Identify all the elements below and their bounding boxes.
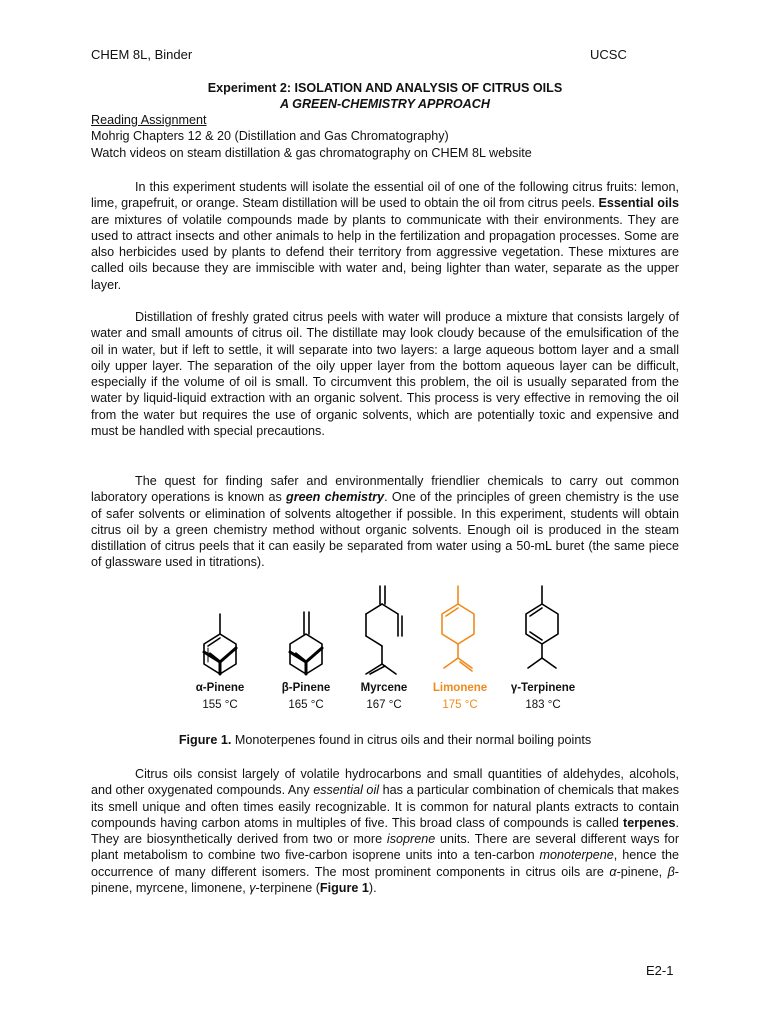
- molecule-bp-gamma-terpinene: 183 °C: [525, 699, 561, 711]
- header-university: UCSC: [590, 47, 627, 62]
- p3-green-chemistry: green chemistry: [286, 490, 385, 505]
- p4-essential-oil: essential oil: [313, 783, 380, 798]
- molecule-bp-myrcene: 167 °C: [366, 699, 402, 711]
- molecule-name-myrcene: Myrcene: [360, 682, 408, 694]
- p2-text: Distillation of freshly grated citrus peels with water will produce a mixture that consists largely of water and small amounts of citrus oil. The distillate may look cloudy because of the emulsification of the oil in water, but if left to settle, it will separate into two layers: a large aqueous bottom layer and a small oily upper layer. The separation of the oily upper layer from the bottom aqueous layer can be difficult, especially if the volume of oil is small. To circumvent this problem, the oil is usually separated from the water by liquid-liquid extraction with an organic solvent. This process is very effective in removing the oil from the water but requires the use of organic solvents, which are potentially toxic and expensive and must be handled with special precautions.: [91, 310, 679, 439]
- p3-text-b: . One of the principles of green chemistry is the use of safer solvents or elimination of solvents altogether if possible. In this experiment, students will obtain citrus oil by a green chemistry method without organic solvents. Enough oil is produced in the steam distillation of citrus peels that it can easily be separated from water using a 50-mL buret (the same piece of glassware used in titrations).: [91, 490, 680, 570]
- p4-text-c: . They are biosynthetically derived from two or more: [91, 815, 679, 847]
- p4-text-f: -pinene,: [616, 864, 668, 879]
- p1-text-b: are mixtures of volatile compounds made by plants to communicate with their environments. They are used to attract insects and other animals to help in the fertilization and propagation processes. Some are also herbicides used by plants to defend their territory from aggressive vegetation. These mixtures are called oils because they are immiscible with water and, being lighter than water, separate as the upper layer.: [91, 212, 679, 292]
- molecule-name-alpha-pinene: α-Pinene: [195, 682, 245, 694]
- page-number: E2-1: [646, 963, 674, 978]
- experiment-subtitle: A GREEN-CHEMISTRY APPROACH: [280, 97, 490, 111]
- molecule-bp-alpha-pinene: 155 °C: [202, 699, 238, 711]
- experiment-title: Experiment 2: ISOLATION AND ANALYSIS OF CITRUS OILS: [207, 81, 563, 95]
- limonene-structure: [442, 586, 474, 671]
- molecule-name-limonene: Limonene: [432, 682, 488, 694]
- p4-gamma: γ: [249, 881, 256, 896]
- beta-pinene-structure: [290, 612, 322, 674]
- p4-beta: β: [667, 864, 675, 879]
- molecule-bp-beta-pinene: 165 °C: [288, 699, 324, 711]
- paragraph-4: [91, 766, 679, 896]
- p4-text-b: has a particular combination of chemicals that makes its smell unique and often times easily recognizable. It is common for natural plants extracts to contain compounds having carbon atoms in multiples of five. This broad class of compounds is called: [91, 783, 680, 830]
- figure-caption-text: Monoterpenes found in citrus oils and their normal boiling points: [231, 733, 592, 747]
- header-course: CHEM 8L, Binder: [91, 47, 193, 62]
- p4-text-h: -terpinene (: [255, 881, 320, 896]
- reading-line-1: Mohrig Chapters 12 & 20 (Distillation and Gas Chromatography): [91, 129, 449, 143]
- figure-caption-label: Figure 1.: [178, 733, 232, 747]
- molecule-name-beta-pinene: β-Pinene: [281, 682, 331, 694]
- reading-heading: Reading Assignment: [91, 113, 207, 127]
- figure-caption: [91, 733, 679, 747]
- gamma-terpinene-structure: [526, 586, 558, 668]
- p4-text-g: -pinene, myrcene, limonene,: [91, 864, 679, 896]
- p4-text-d: units. There are several different ways for plant metabolism to combine two five-carbon isoprene units into a ten-carbon: [91, 832, 680, 863]
- paragraph-3: [91, 473, 679, 571]
- p4-figure-ref: Figure 1: [319, 881, 369, 896]
- myrcene-structure: [366, 586, 402, 674]
- molecule-name-gamma-terpinene: γ-Terpinene: [510, 682, 576, 694]
- p4-monoterpene: monoterpene: [539, 848, 614, 863]
- reading-line-2: Watch videos on steam distillation & gas chromatography on CHEM 8L website: [91, 146, 532, 160]
- paragraph-2: [91, 309, 679, 439]
- p4-text-a: Citrus oils consist largely of volatile hydrocarbons and small quantities of aldehydes, alcohols, and other oxygenated compounds. Any: [91, 767, 679, 798]
- p4-text-i: ).: [368, 881, 377, 896]
- p1-bold-term: Essential oils: [598, 196, 679, 211]
- alpha-pinene-structure: [204, 614, 236, 674]
- p4-text-e: , hence the occurrence of many different isomers. The most prominent components in citrus oils are: [91, 848, 679, 879]
- p3-text-a: The quest for finding safer and environmentally friendlier chemicals to carry out common laboratory operations is known as: [91, 474, 679, 505]
- molecule-bp-limonene: 175 °C: [442, 699, 478, 711]
- p1-text-a: In this experiment students will isolate the essential oil of one of the following citrus fruits: lemon, lime, grapefruit, or orange. Steam distillation will be used to obtain the oil from citrus peels.: [91, 180, 679, 211]
- p4-alpha: α: [609, 864, 617, 879]
- p4-isoprene: isoprene: [386, 832, 436, 847]
- paragraph-1: [91, 179, 679, 293]
- p4-terpenes: terpenes: [623, 815, 676, 830]
